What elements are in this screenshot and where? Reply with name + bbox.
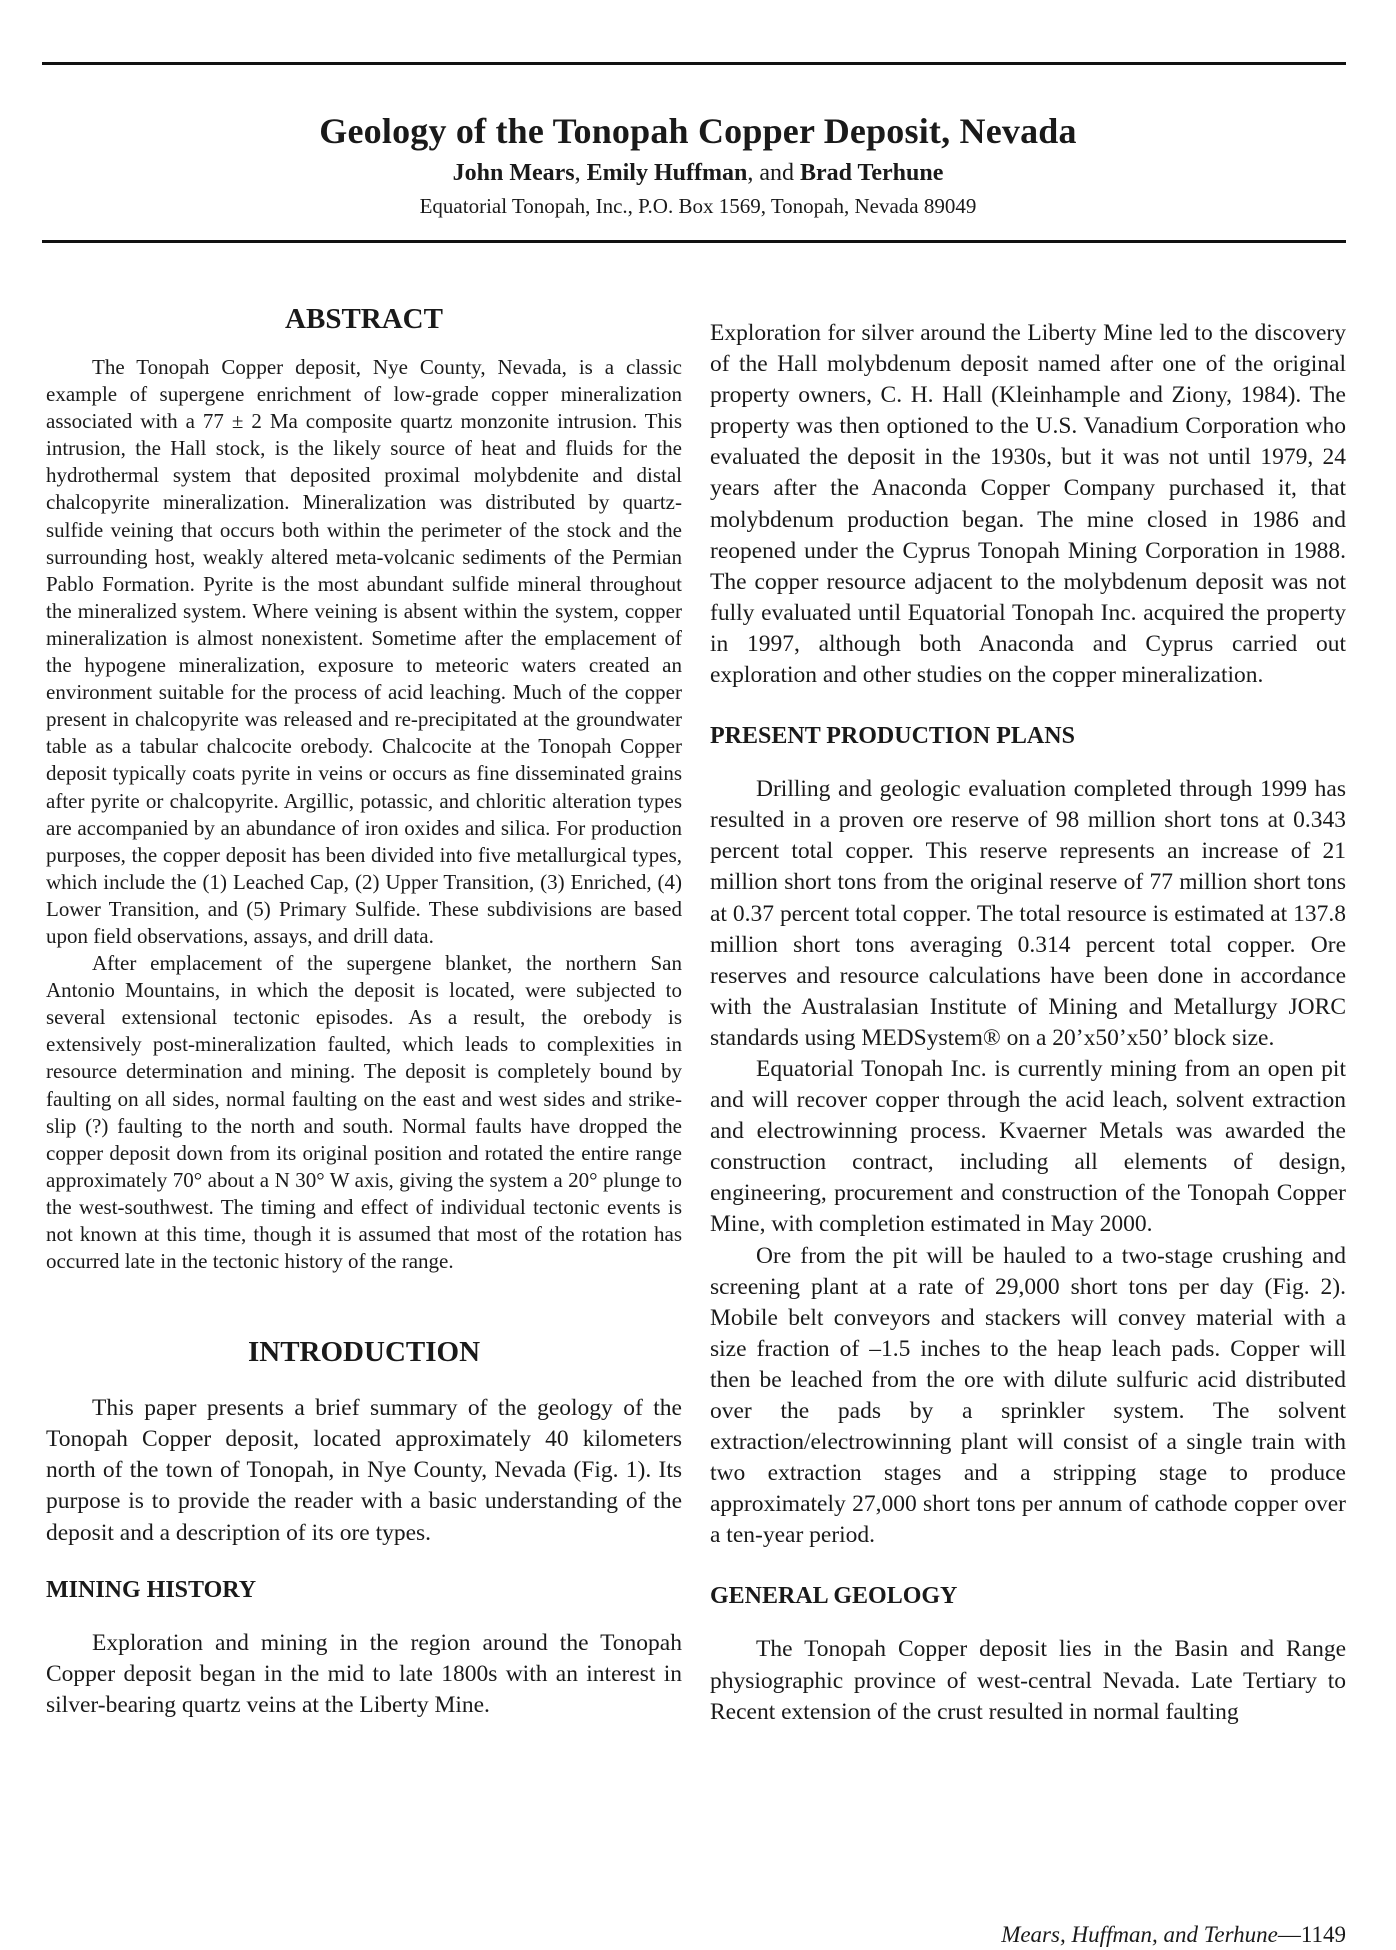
paper-title: Geology of the Tonopah Copper Deposit, Nevada <box>319 111 1077 152</box>
mining-history-body <box>46 1628 682 1721</box>
right-column <box>710 318 1346 1728</box>
general-geology-heading: GENERAL GEOLOGY <box>710 1583 958 1610</box>
author-name: Brad Terhune <box>799 160 944 186</box>
abstract-paragraph: After emplacement of the supergene blanket, the northern San Antonio Mountains, in which the deposit is located, were subjected to several extensional tectonic episodes. As a result, the orebody is extensively post-mineralization faulted, which leads to complexities in resource determination and mining. The deposit is completely bound by faulting on all sides, normal faulting on the east and west sides and strike-slip (?) faulting to the north and south. Normal faults have dropped the copper deposit down from its original position and rotated the entire range approximately 70° about a N 30° W axis, giving the system a 20° plunge to the west-southwest. The timing and effect of individual tectonic events is not known at this time, though it is assumed that most of the rotation has occurred late in the tectonic history of the range. <box>46 951 682 1274</box>
production-heading: PRESENT PRODUCTION PLANS <box>710 723 1075 750</box>
introduction-body <box>46 1393 682 1548</box>
footer-dash: — <box>1277 1922 1301 1947</box>
author-separator: , and <box>747 160 800 186</box>
author-name: John Mears <box>452 160 575 186</box>
production-paragraph: Equatorial Tonopah Inc. is currently mining from an open pit and will recover copper through the acid leach, solvent extraction and electrowinning process. Kvaerner Metals was awarded the construction contract, including all elements of design, engineering, procurement and construction of the Tonopah Copper Mine, with completion estimated in May 2000. <box>710 1055 1346 1238</box>
left-column <box>46 300 682 1721</box>
production-paragraph: Ore from the pit will be hauled to a two-stage crushing and screening plant at a rate of 29,000 short tons per day (Fig. 2). Mobile belt conveyors and stackers will convey material with a size fraction of –1.5 inches to the heap leach pads. Copper will then be leached from the ore with dilute sulfuric acid distributed over the pads by a sprinkler system. The solvent extraction/electrowinning plant will consist of a single train with two extraction stages and a stripping stage to produce approximately 27,000 short tons per annum of cathode copper over a ten-year period. <box>710 1242 1346 1549</box>
page-number: 1149 <box>1300 1922 1346 1947</box>
production-paragraph: Drilling and geologic evaluation completed through 1999 has resulted in a proven ore reserve of 98 million short tons at 0.343 percent total copper. This reserve represents an increase of 21 million short tons from the original reserve of 77 million short tons at 0.37 percent total copper. The total resource is estimated at 137.8 million short tons averaging 0.314 percent total copper. Ore reserves and resource calculations have been done in accordance with the Australasian Institute of Mining and Metallurgy JORC standards using MEDSystem® on a 20’x50’x50’ block size. <box>710 776 1346 1051</box>
production-body <box>710 774 1346 1551</box>
general-geology-body <box>710 1634 1346 1727</box>
top-rule <box>42 62 1346 65</box>
page-footer <box>1001 1922 1346 1948</box>
author-line <box>0 160 1396 187</box>
abstract-body <box>46 354 682 1275</box>
introduction-paragraph: This paper presents a brief summary of the geology of the Tonopah Copper deposit, located approximately 40 kilometers north of the town of Tonopah, in Nye County, Nevada (Fig. 1). Its purpose is to provide the reader with a basic understanding of the deposit and a description of its ore types. <box>46 1395 682 1546</box>
author-separator: , <box>574 160 587 186</box>
abstract-paragraph: The Tonopah Copper deposit, Nye County, Nevada, is a classic example of supergene enrichment of low-grade copper mineralization associated with a 77 ± 2 Ma composite quartz monzonite intrusion. This intrusion, the Hall stock, is the likely source of heat and fluids for the hydrothermal system that deposited proximal molybdenite and distal chalcopyrite mineralization. Mineralization was distributed by quartz-sulfide veining that occurs both within the perimeter of the stock and the surrounding host, weakly altered meta-volcanic sediments of the Permian Pablo Formation. Pyrite is the most abundant sulfide mineral throughout the mineralized system. Where veining is absent within the system, copper mineralization is almost nonexistent. Sometime after the emplacement of the hypogene mineralization, exposure to meteoric waters created an environment suitable for the process of acid leaching. Much of the copper present in chalcopyrite was released and re-precipitated at the groundwater table as a tabular chalcocite orebody. Chalcocite at the Tonopah Copper deposit typically coats pyrite in veins or occurs as fine disseminated grains after pyrite or chalcopyrite. Argillic, potassic, and chloritic alteration types are accompanied by an abundance of iron oxides and silica. For production purposes, the copper deposit has been divided into five metallurgical types, which include the (1) Leached Cap, (2) Upper Transition, (3) Enriched, (4) Lower Transition, and (5) Primary Sulfide. These subdivisions are based upon field observations, assays, and drill data. <box>46 355 682 948</box>
mining-history-paragraph-continued: Exploration for silver around the Liberty Mine led to the discovery of the Hall molybdenum deposit named after one of the original property owners, C. H. Hall (Kleinhample and Ziony, 1984). The property was then optioned to the U.S. Vanadium Corporation who evaluated the deposit in the 1930s, but it was not until 1979, 24 years after the Anaconda Copper Company purchased it, that molybdenum production began. The mine closed in 1986 and reopened under the Cyprus Tonopah Mining Corporation in 1988. The copper resource adjacent to the molybdenum deposit was not fully evaluated until Equatorial Tonopah Inc. acquired the property in 1997, although both Anaconda and Cyprus carried out exploration and other studies on the copper mineralization. <box>710 320 1346 689</box>
running-head: Mears, Huffman, and Terhune <box>1001 1922 1278 1947</box>
author-name: Emily Huffman <box>586 160 748 186</box>
introduction-heading: INTRODUCTION <box>247 1336 481 1369</box>
abstract-heading: ABSTRACT <box>285 303 443 335</box>
mining-history-heading: MINING HISTORY <box>46 1576 257 1603</box>
general-geology-paragraph: The Tonopah Copper deposit lies in the Basin and Range physiographic province of west-central Nevada. Late Tertiary to Recent extension of the crust resulted in normal faulting <box>710 1636 1346 1725</box>
affiliation: Equatorial Tonopah, Inc., P.O. Box 1569, Tonopah, Nevada 89049 <box>419 194 977 218</box>
header-bottom-rule <box>42 240 1346 243</box>
mining-history-paragraph: Exploration and mining in the region around the Tonopah Copper deposit began in the mid to late 1800s with an interest in silver-bearing quartz veins at the Liberty Mine. <box>46 1629 682 1718</box>
mining-history-continued <box>710 318 1346 691</box>
